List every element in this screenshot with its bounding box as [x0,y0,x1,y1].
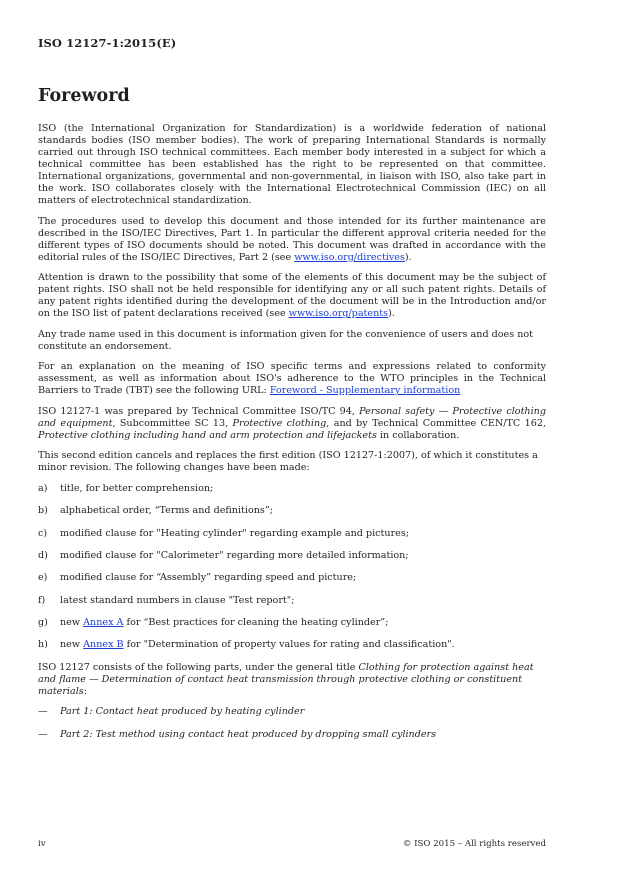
paragraph-patents: Attention is drawn to the possibility that some of the elements of this document may be the subject of patent rights. ISO shall not be held responsible for identifying any or all such patent rights. Details of any patent rights identified during the development of the document will be in the Introduction and/or on the ISO list of patent declarations received (see www.iso.org/patents). [38,272,546,320]
changes-list [38,483,546,651]
list-item: a) title, for better comprehension; [38,482,214,494]
page-number: iv [38,839,46,849]
link-supplementary-info[interactable]: Foreword - Supplementary information [269,385,461,397]
list-item: e) modified clause for “Assembly” regarding speed and picture; [38,572,357,584]
parts-list [38,706,546,740]
link-patents[interactable]: www.iso.org/patents [288,308,389,320]
list-item: c) modified clause for "Heating cylinder" regarding example and pictures; [38,527,410,539]
section-title: Foreword [38,86,130,106]
link-annex-b[interactable]: Annex B [83,639,124,651]
list-item: — Part 1: Contact heat produced by heating cylinder [38,706,305,718]
list-item: d) modified clause for "Calorimeter" regarding more detailed information; [38,549,409,561]
list-item: b) alphabetical order, “Terms and definitions”; [38,505,273,517]
list-item: — Part 2: Test method using contact heat produced by dropping small cylinders [38,728,437,740]
document-id-header: ISO 12127-1:2015(E) [38,36,177,50]
paragraph-trade-name: Any trade name used in this document is information given for the convenience of users and does not constitute an endorsement. [38,328,534,352]
link-annex-a[interactable]: Annex A [83,616,124,628]
paragraph-iso-intro: ISO (the International Organization for Standardization) is a worldwide federation of national standards bodies (ISO member bodies). The work of preparing International Standards is normally carried out through ISO technical committees. Each member body interested in a subject for which a technical committee has been established has the right to be represented on that committee. International organizations, governmental and non-governmental, in liaison with ISO, also take part in the work. ISO collaborates closely with the International Electrotechnical Commission (IEC) on all matters of electrotechnical standardization. [38,123,546,207]
paragraph-prepared-by: ISO 12127-1 was prepared by Technical Committee ISO/TC 94, Personal safety — Protective clothing and equipment, Subcommittee SC 13, Protective clothing, and by Technical Committee CEN/TC 162, Protective clothing including hand and arm protection and lifejackets in collaboration. [38,405,546,441]
list-item: h) new Annex B for "Determination of property values for rating and classification". [38,639,455,651]
copyright-notice: © ISO 2015 – All rights reserved [402,839,546,849]
paragraph-procedures: The procedures used to develop this document and those intended for its further maintenance are described in the ISO/IEC Directives, Part 1. In particular the different approval criteria needed for the different types of ISO documents should be noted. This document was drafted in accordance with the editorial rules of the ISO/IEC Directives, Part 2 (see www.iso.org/directives). [38,215,546,263]
list-item: f) latest standard numbers in clause "Test report"; [38,594,295,606]
paragraph-second-edition: This second edition cancels and replaces the first edition (ISO 12127-1:2007), of which it constitutes a minor revision. The following changes have been made: [38,450,538,474]
paragraph-conformity: For an explanation on the meaning of ISO specific terms and expressions related to conformity assessment, as well as information about ISO's adherence to the WTO principles in the Technical Barriers to Trade (TBT) see the following URL: Foreword - Supplementary information [38,361,546,397]
list-item: g) new Annex A for “Best practices for cleaning the heating cylinder”; [38,616,389,628]
link-directives[interactable]: www.iso.org/directives [294,251,405,263]
paragraph-parts: ISO 12127 consists of the following parts, under the general title Clothing for protection against heat and flame — Determination of contact heat transmission through protective clothing or constituent materials: [38,661,534,697]
foreword-body [38,123,546,751]
